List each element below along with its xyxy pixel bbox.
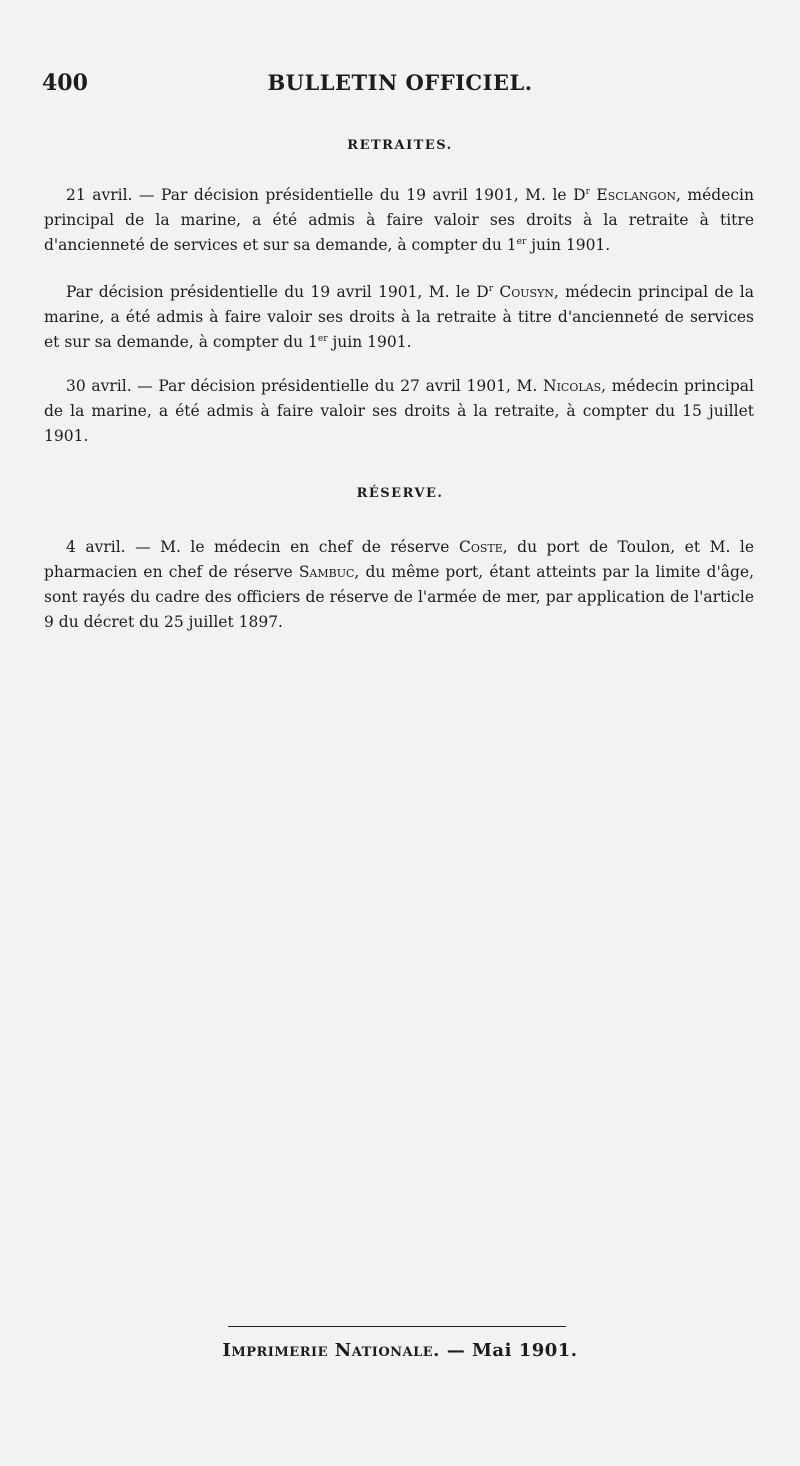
person-name: Sambuc	[298, 563, 355, 581]
imprint-date: Mai 1901.	[472, 1340, 578, 1361]
paragraph-coste-sambuc: 4 avril. — M. le médecin en chef de réserve Coste, du port de Toulon, et M. le pharmacien en chef de réserve Sambuc, du même port, étant atteints par la limite d'âge, sont rayés du cadre des officiers de réserve de l'armée de mer, par application de l'article 9 du décret du 25 juillet 1897.	[44, 538, 755, 631]
person-name: Esclangon	[596, 186, 676, 204]
imprint-footer: Imprimerie Nationale. — Mai 1901.	[222, 1340, 578, 1361]
section-title-retraites: RETRAITES.	[347, 138, 453, 153]
paragraph-esclangon: 21 avril. — Par décision présidentielle du 19 avril 1901, M. le $D^r$ Esclangon, médecin principal de la marine, a été admis à faire valoir ses droits à la retraite à titre d'ancienneté de services et sur sa demande, à compter du 1er juin 1901.	[44, 186, 754, 254]
running-title: BULLETIN OFFICIEL.	[267, 70, 533, 95]
person-name: Cousyn	[499, 283, 554, 301]
page-number: 400	[42, 70, 88, 96]
person-name: Coste	[458, 538, 503, 556]
footer-rule	[228, 1326, 566, 1327]
imprint-name: Imprimerie Nationale.	[222, 1340, 440, 1361]
paragraph-nicolas: 30 avril. — Par décision présidentielle du 27 avril 1901, M. Nicolas, médecin principal de la marine, a été admis à faire valoir ses droits à la retraite, à compter du 15 juillet 1901.	[44, 377, 754, 445]
section-title-reserve: RÉSERVE.	[356, 486, 444, 501]
paragraph-cousyn: Par décision présidentielle du 19 avril 1901, M. le $D^r$ Cousyn, médecin principal de la marine, a été admis à faire valoir ses droits à la retraite à titre d'ancienneté de services et sur sa demande, à compter du 1er juin 1901.	[44, 283, 754, 351]
page-header	[42, 70, 758, 100]
person-name: Nicolas	[543, 377, 602, 395]
